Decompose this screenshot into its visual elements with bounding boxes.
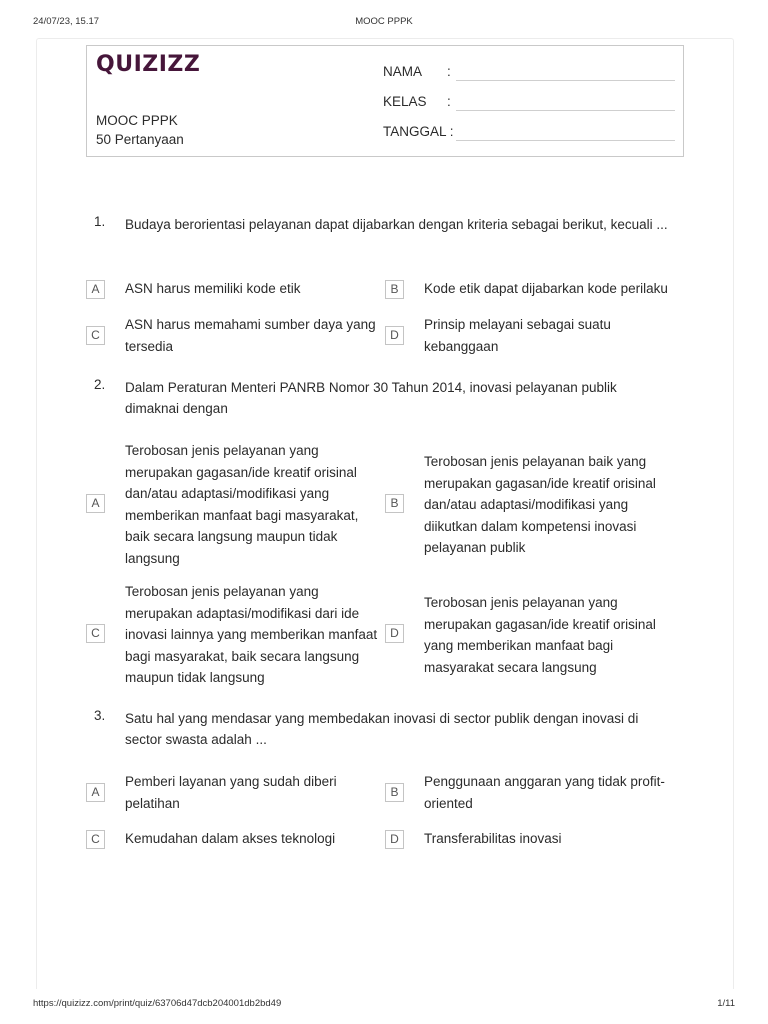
print-title: MOOC PPPK [355, 16, 413, 27]
option-text: ASN harus memahami sumber daya yang tersedia [125, 317, 376, 354]
option-text: Kode etik dapat dijabarkan kode perilaku [424, 281, 668, 296]
option-text: Prinsip melayani sebagai suatu kebanggaan [424, 317, 611, 354]
name-field [383, 64, 675, 84]
question-number: 2. [94, 377, 106, 392]
date-line [456, 140, 675, 141]
option-letter: C [86, 326, 105, 345]
print-date: 24/07/23, 15.17 [33, 16, 100, 27]
name-label: NAMA [383, 64, 423, 79]
quizizz-logo: QUIZIZZ [96, 52, 201, 77]
print-header [33, 16, 735, 30]
option-letter: B [385, 783, 404, 802]
date-label: TANGGAL : [383, 124, 454, 139]
class-line [456, 110, 675, 111]
question-text: Budaya berorientasi pelayanan dapat dijabarkan dengan kriteria sebagai berikut, kecuali ... [125, 217, 668, 232]
option-letter: D [385, 326, 404, 345]
question-text: Satu hal yang mendasar yang membedakan inovasi di sector publik dengan inovasi di sector swasta adalah ... [125, 711, 639, 747]
name-colon: : [447, 64, 451, 79]
class-colon: : [447, 94, 451, 109]
question-number: 3. [94, 708, 106, 723]
option-letter: D [385, 830, 404, 849]
print-url[interactable]: https://quizizz.com/print/quiz/63706d47dcb204001db2bd49 [33, 998, 282, 1009]
option-letter: B [385, 494, 404, 513]
option-letter: A [86, 280, 105, 299]
option-text: Transferabilitas inovasi [424, 831, 562, 846]
class-field [383, 94, 675, 114]
option-text: Kemudahan dalam akses teknologi [125, 831, 336, 846]
option-letter: B [385, 280, 404, 299]
option-text: Terobosan jenis pelayanan yang merupakan gagasan/ide kreatif orisinal yang memberikan manfaat bagi masyarakat secara langsung [424, 595, 656, 675]
quiz-header-box [86, 45, 684, 157]
option-letter: C [86, 624, 105, 643]
quiz-title: MOOC PPPK [96, 113, 178, 128]
option-text: Penggunaan anggaran yang tidak profit-oriented [424, 774, 665, 811]
question-number: 1. [94, 214, 106, 229]
option-text: Terobosan jenis pelayanan baik yang merupakan gagasan/ide kreatif orisinal dan/atau adaptasi/modifikasi yang diikutkan dalam kompetensi inovasi pelayanan publik [424, 454, 656, 555]
name-line [456, 80, 675, 81]
class-label: KELAS [383, 94, 427, 109]
option-text: Terobosan jenis pelayanan yang merupakan adaptasi/modifikasi dari ide inovasi lainnya yang memberikan manfaat bagi masyarakat, baik secara langsung maupun tidak langsung [125, 584, 378, 685]
question-text: Dalam Peraturan Menteri PANRB Nomor 30 Tahun 2014, inovasi pelayanan publik dimaknai dengan [125, 380, 617, 416]
option-letter: C [86, 830, 105, 849]
print-footer [33, 998, 735, 1012]
option-text: ASN harus memiliki kode etik [125, 281, 301, 296]
option-letter: A [86, 783, 105, 802]
option-letter: A [86, 494, 105, 513]
option-text: Pemberi layanan yang sudah diberi pelatihan [125, 774, 337, 811]
date-field [383, 124, 675, 144]
option-text: Terobosan jenis pelayanan yang merupakan gagasan/ide kreatif orisinal dan/atau adaptasi/modifikasi yang memberikan manfaat bagi masyarakat, baik secara langsung maupun tidak langsung [125, 443, 359, 566]
question-count: 50 Pertanyaan [96, 132, 184, 147]
option-letter: D [385, 624, 404, 643]
page-number: 1/11 [717, 998, 735, 1009]
